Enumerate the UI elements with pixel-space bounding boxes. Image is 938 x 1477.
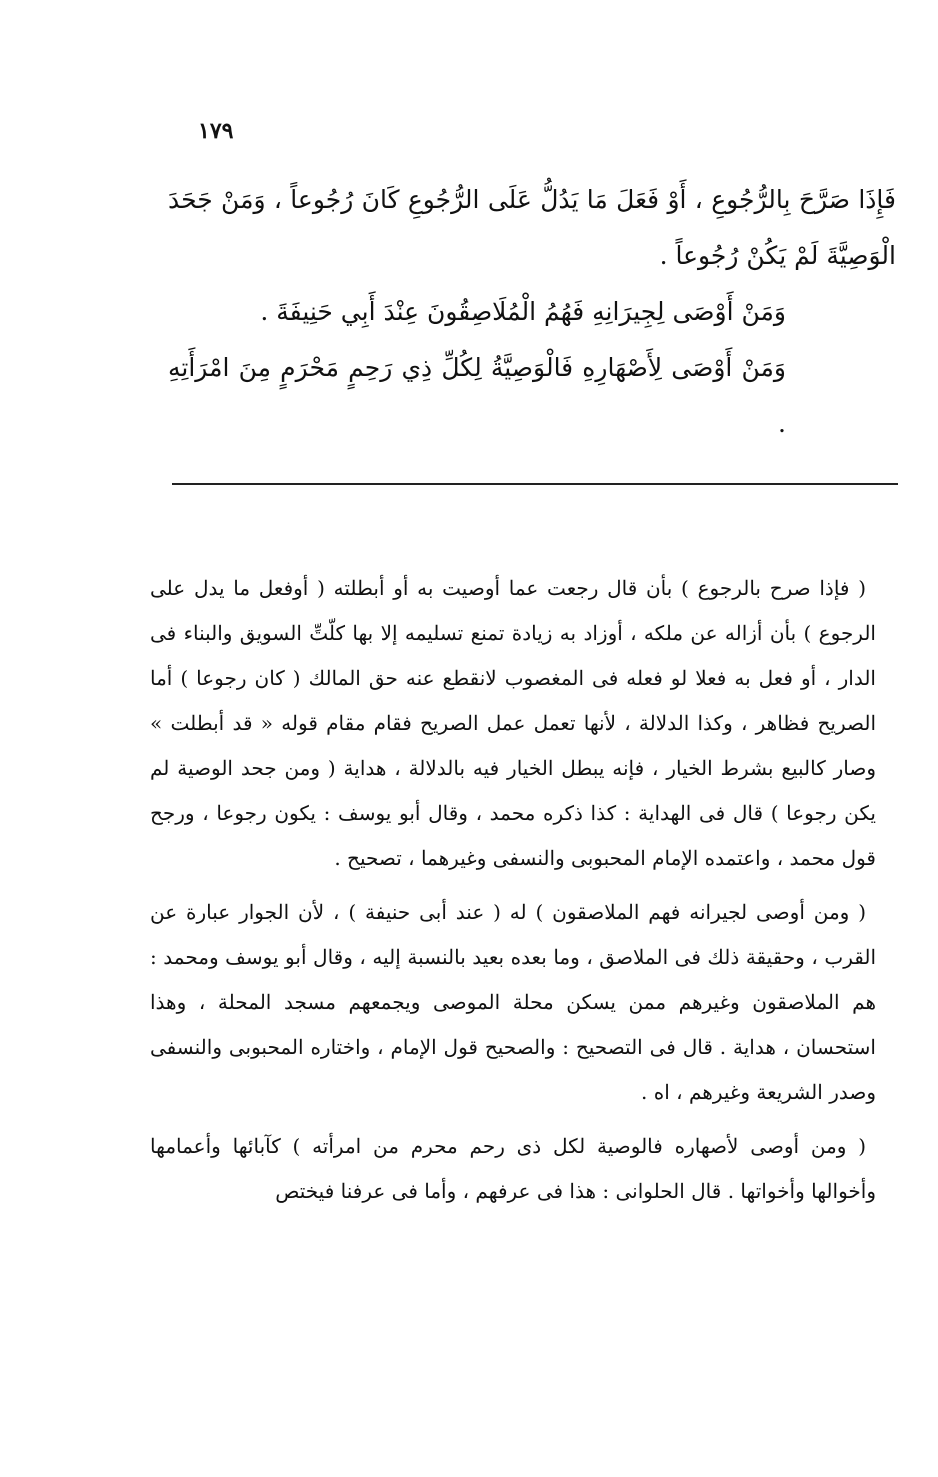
matn-paragraph-neighbors: وَمَنْ أَوْصَى لِجِيرَانِهِ فَهُمُ الْمُلَاصِقُونَ عِنْدَ أَبِي حَنِيفَةَ .	[260, 297, 786, 326]
commentary-block	[150, 566, 876, 1223]
main-text-block	[168, 172, 896, 452]
matn-paragraph-in-laws: وَمَنْ أَوْصَى لِأَصْهَارِهِ فَالْوَصِيَّةُ لِكُلِّ ذِي رَحِمٍ مَحْرَمٍ مِنَ امْرَأَتِهِ .	[168, 353, 786, 438]
matn-paragraph-revocation: فَإِذَا صَرَّحَ بِالرُّجُوعِ ، أَوْ فَعَلَ مَا يَدُلُّ عَلَى الرُّجُوعِ كَانَ رُجُوعاً ، وَمَنْ جَحَدَ الْوَصِيَّةَ لَمْ يَكُنْ رُجُوعاً .	[168, 185, 896, 270]
commentary-paragraph-in-laws: ( ومن أوصى لأصهاره فالوصية لكل ذى رحم محرم من امرأته ) كآبائها وأعمامها وأخوالها وأخواتها . قال الحلوانى : هذا فى عرفهم ، وأما فى عرفنا فيختص	[150, 1134, 876, 1203]
page-number: ١٧٩	[198, 118, 234, 144]
commentary-paragraph-revocation: ( فإذا صرح بالرجوع ) بأن قال رجعت عما أوصيت به أو أبطلته ( أوفعل ما يدل على الرجوع ) بأن أزاله عن ملكه ، أوزاد به زيادة تمنع تسليمه إلا بها كلّتِّ السويق والبناء فى الدار ، أو فعل به فعلا لو فعله فى المغصوب لانقطع عنه حق المالك ( كان رجوعا ) أما الصريح فظاهر ، وكذا الدلالة ، لأنها تعمل عمل الصريح فقام مقام قوله « قد أبطلت » وصار كالبيع بشرط الخيار ، فإنه يبطل الخيار فيه بالدلالة ، هداية ( ومن جحد الوصية لم يكن رجوعا ) قال فى الهداية : كذا ذكره محمد ، وقال أبو يوسف : يكون رجوعا ، ورجح قول محمد ، واعتمده الإمام المحبوبى والنسفى وغيرهما ، تصحيح .	[150, 576, 876, 870]
section-divider	[172, 483, 898, 485]
commentary-paragraph-neighbors: ( ومن أوصى لجيرانه فهم الملاصقون ) له ( عند أبى حنيفة ) ، لأن الجوار عبارة عن القرب ، وحقيقة ذلك فى الملاصق ، وما بعده بعيد بالنسبة إليه ، وقال أبو يوسف ومحمد : هم الملاصقون وغيرهم ممن يسكن محلة الموصى ويجمعهم مسجد المحلة ، وهذا استحسان ، هداية . قال فى التصحيح : والصحيح قول الإمام ، واختاره المحبوبى والنسفى وصدر الشريعة وغيرهم ، اه .	[150, 900, 876, 1104]
